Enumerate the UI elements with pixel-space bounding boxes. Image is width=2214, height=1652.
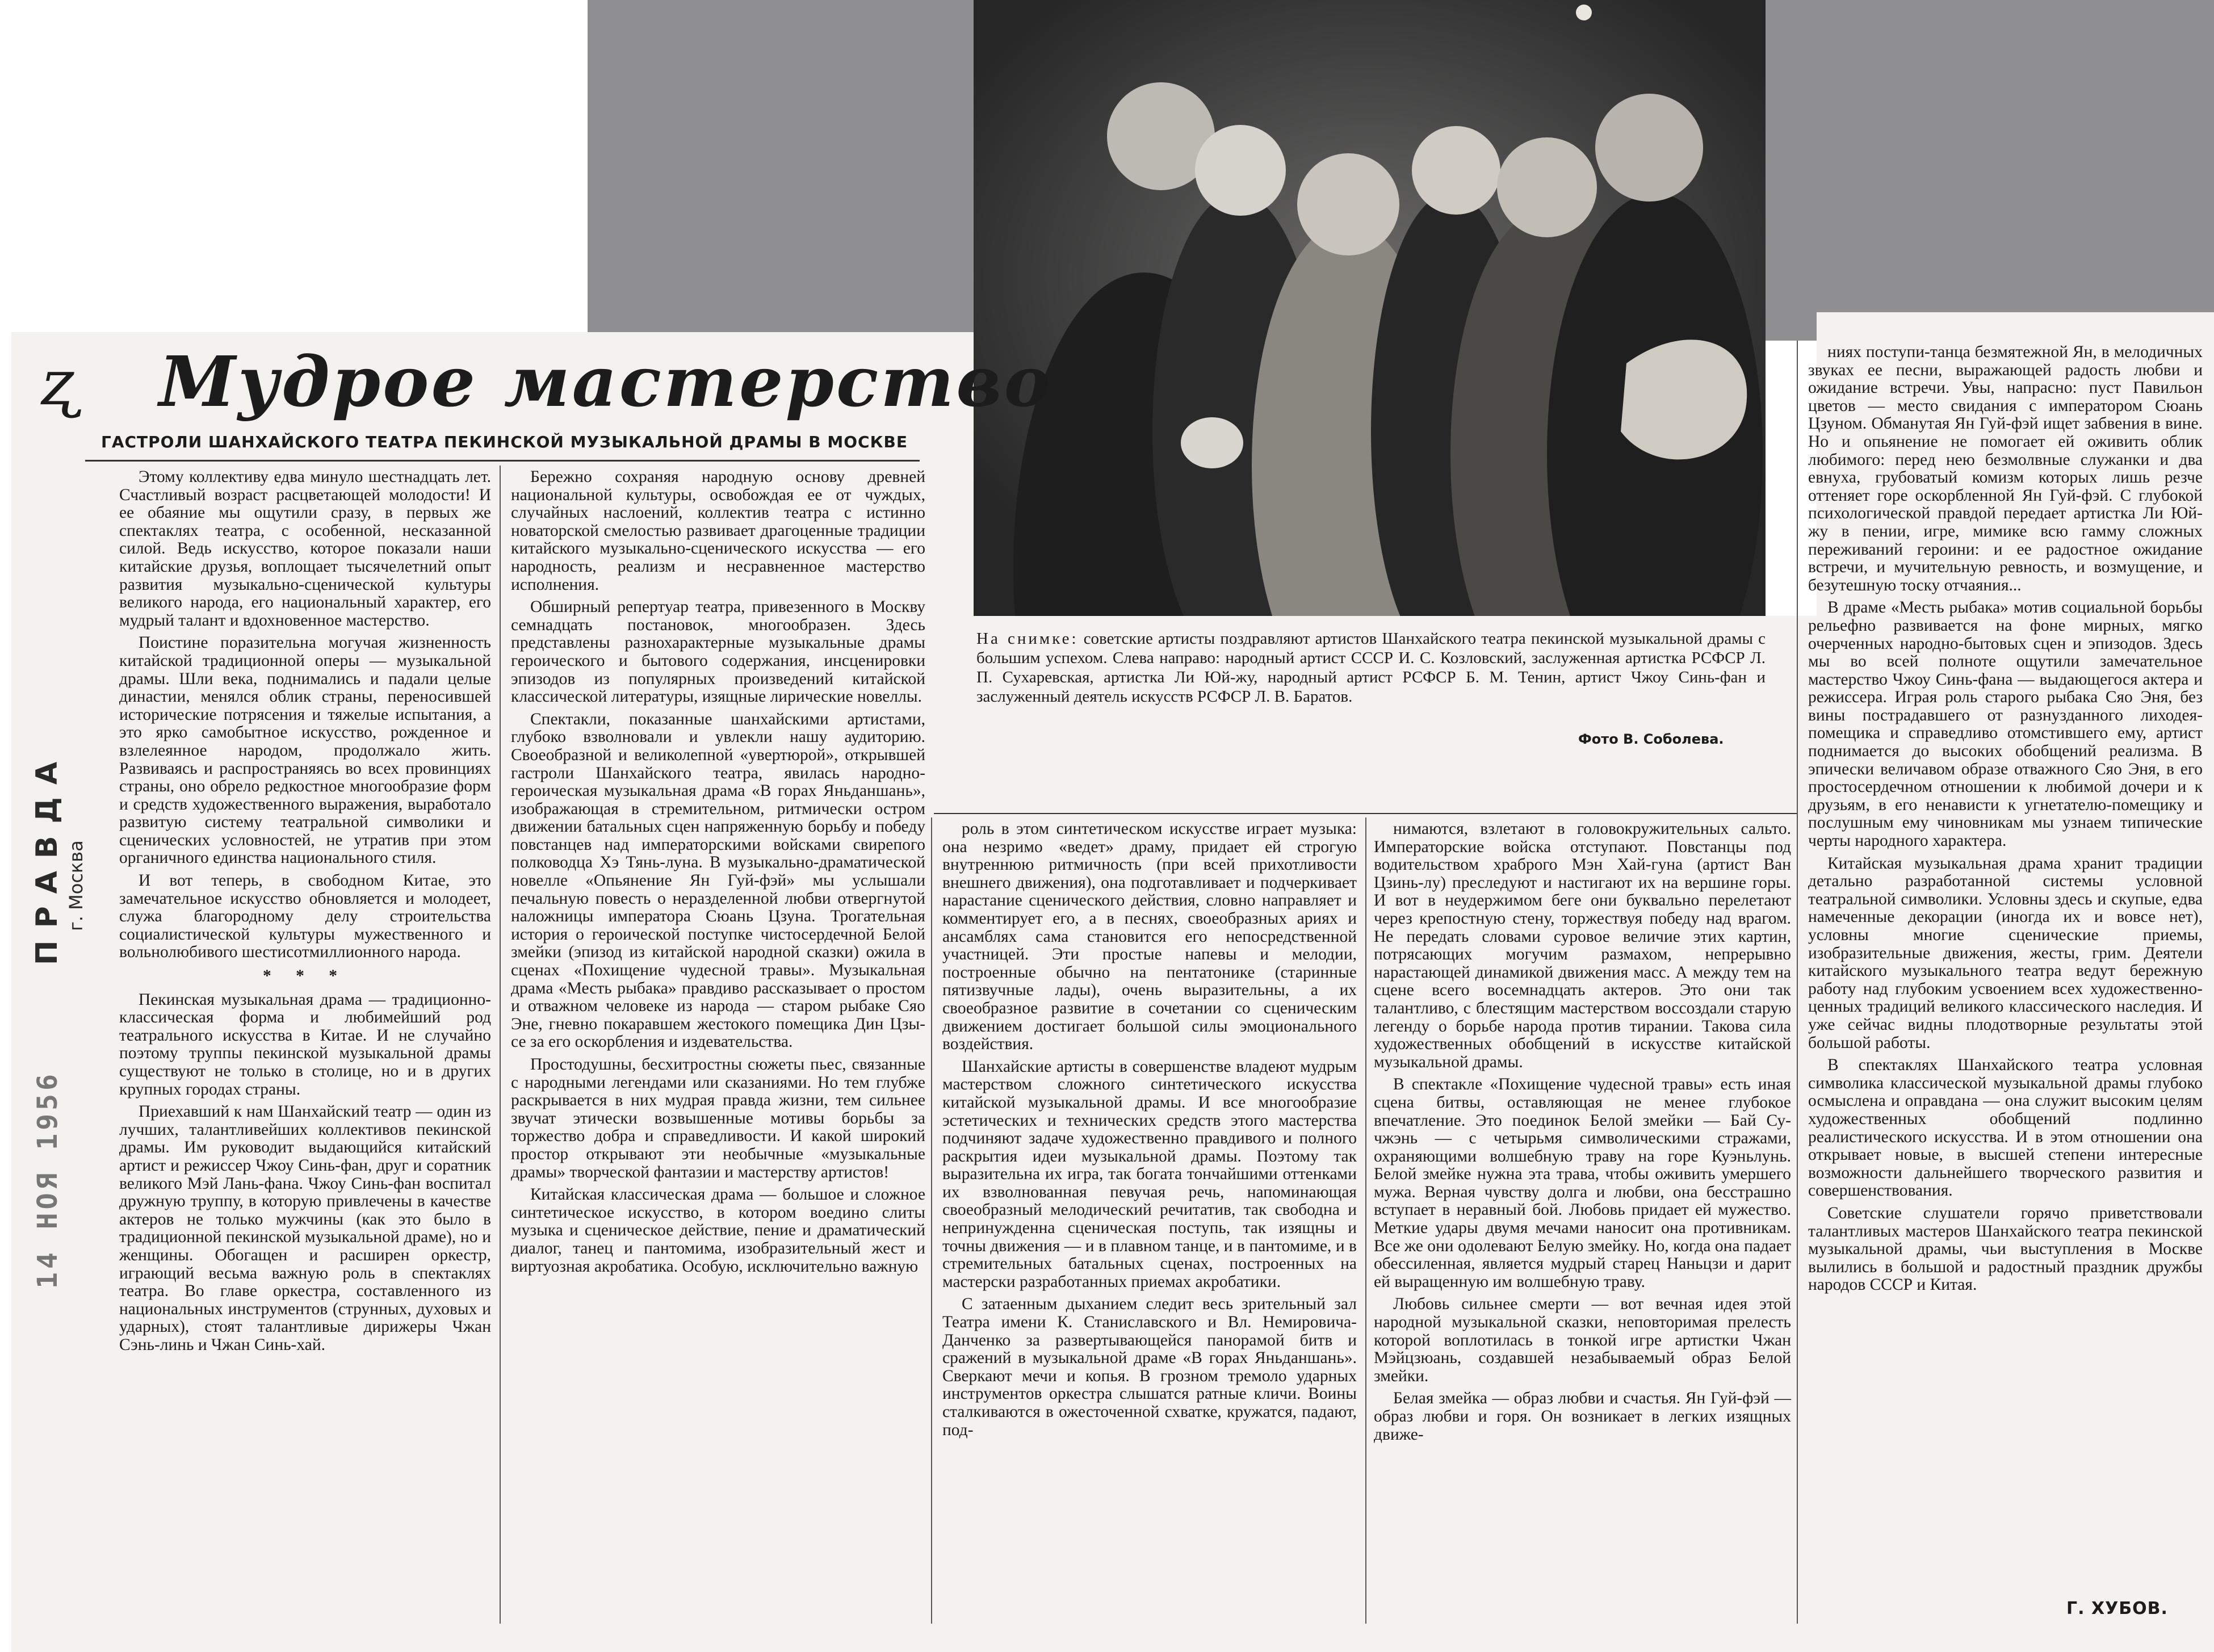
article-column-2: [511, 468, 925, 1276]
mount-background-right: [2032, 0, 2214, 318]
column-divider: [1365, 817, 1366, 1624]
caption-rule: [934, 813, 1797, 814]
article-paragraph: Обширный репертуар театра, привезенного в Москву семнадцать постановок, многообразен. Здесь представлены разнохарактерные музыкальные драмы героического и бытового содержания, инсценировки эпизодов из популярных произведений китайской классической литературы, изящные лирические новеллы.: [511, 598, 925, 706]
photo-credit: Фото В. Соболева.: [1578, 731, 1724, 747]
article-paragraph: роль в этом синтетическом искусстве играет музыка: она незримо «ведет» драму, придает ей строгую внутреннюю ритмичность (при всей прихотливости внешнего движения), она подготавливает и подчеркивает нарастание сценического действия, словно направляет и комментирует его, а в песнях, своеобразных ариях и ансамблях сама становится его непосредственной участницей. Эти простые напевы и мелодии, построенные обычно на пентатонике (старинные пятизвучные лады), очень выразительны, а их своеобразное развитие в сочетании со сценическим движением достигает большой силы эмоционального воздействия.: [942, 820, 1357, 1054]
photo-people-illustration: [974, 0, 1766, 616]
ornament-squiggle: ʐ: [40, 346, 77, 419]
article-paragraph: Пекинская музыкальная драма — традиционно-классическая форма и любимейший род театрального искусства в Китае. И не случайно поэтому труппы пекинской музыкальной драмы существуют не только в столице, но и в других крупных городах страны.: [119, 990, 491, 1098]
article-paragraph: Любовь сильнее смерти — вот вечная идея этой народной музыкальной сказки, неповторимая прелесть которой воплотилась в тонкой игре артистки Чжан Мэйцзюань, создавшей незабываемый образ Белой змейки.: [1374, 1295, 1791, 1385]
column-divider: [1797, 341, 1798, 1624]
article-paragraph: Этому коллективу едва минуло шестнадцать лет. Счастливый возраст расцветающей молодости! И ее обаяние мы ощутили сразу, в первых же спектаклях театра, с особенной, несказанной силой. Ведь искусство, которое показали наши китайские друзья, воплощает тысячелетний опыт развития музыкально-сценической культуры великого народа, его национальный характер, его мудрый талант и вдохновенное мастерство.: [119, 468, 491, 630]
article-paragraph: И вот теперь, в свободном Китае, это замечательное искусство обновляется и молодеет, служа благородному делу строительства социалистической культуры мужественного и вольнолюбивого шестисотмиллионного народа.: [119, 871, 491, 962]
article-column-4: [1374, 820, 1791, 1444]
article-paragraph: Китайская классическая драма — большое и сложное синтетическое искусство, в котором воедино слиты музыка и сценическое действие, пение и драматический диалог, танец и пантомима, изобразительный жест и виртуозная акробатика. Особую, исключительно важную: [511, 1185, 925, 1276]
article-column-3: [942, 820, 1357, 1439]
column-divider: [931, 817, 932, 1624]
article-paragraph: Шанхайские артисты в совершенстве владеют мудрым мастерством сложного синтетического искусства китайской музыкальной драмы. И все многообразие эстетических и технических средств этого мастерства подчиняют задаче художественно правдивого и полного раскрытия идеи музыкальной драмы. Поэтому так выразительна их игра, так богата тончайшими оттенками их взволнованная певучая речь, напоминающая своеобразный мелодический речитатив, так свободна и непринужденна сценическая поступь, так изящны и точны движения — и в плавном танце, и в пантомиме, и в стремительных батальных сценах, построенных на мастерски разработанных приемах акробатики.: [942, 1057, 1357, 1291]
date-stamp: 14 НОЯ 1956: [32, 1071, 64, 1289]
column-divider: [500, 466, 501, 1624]
article-paragraph: В спектакле «Похищение чудесной травы» есть иная сцена битвы, оставляющая не менее глубокое впечатление. Это поединок Белой змейки — Бай Су-чжэнь — с четырьмя символическими стражами, охраняющими волшебную траву на горе Куэньлунь. Белой змейке нужна эта трава, чтобы оживить умершего мужа. Верная чувству долга и любви, она бесстрашно вступает в неравный бой. Любовь придает ей мужество. Меткие удары двумя мечами наносит она противникам. Все же они одолевают Белую змейку. Но, когда она падает обессиленная, является мудрый старец Наньцзи и дарит ей выращенную им волшебную траву.: [1374, 1075, 1791, 1291]
article-paragraph: Китайская музыкальная драма хранит традиции детально разработанной системы условной театральной символики. Условны здесь и скупые, едва намеченные декорации (иногда их и вовсе нет), условны многие сценические приемы, изобразительные движения, жесты, грим. Деятели китайского музыкального театра ведут бережную работу над глубоким усвоением всех художественно-ценных традиций великого классического наследия. И уже сейчас видны плодотворные результаты этой большой работы.: [1808, 854, 2203, 1052]
article-subtitle: ГАСТРОЛИ ШАНХАЙСКОГО ТЕАТРА ПЕКИНСКОЙ МУЗЫКАЛЬНОЙ ДРАМЫ В МОСКВЕ: [101, 433, 908, 451]
article-paragraph: Поистине поразительна могучая жизненность китайской традиционной оперы — музыкальной драмы. Шли века, поднимались и падали целые династии, менялся облик страны, переносившей исторические потрясения и тяжелые испытания, а это ярко самобытное искусство, рожденное и взлелеянное народом, продолжало жить. Развиваясь и распространяясь во всех провинциях страны, оно обрело редкостное многообразие форм и средств художественного выражения, выработало развитую систему театральной символики и сценических условностей, не утратив при этом органичного единства национального стиля.: [119, 634, 491, 867]
masthead-city: г. Москва: [65, 840, 85, 931]
masthead-paper-name: ПРАВДА: [30, 749, 64, 965]
article-paragraph: Бережно сохраняя народную основу древней национальной культуры, освобождая ее от чуждых, случайных наслоений, коллектив театра с истинно новаторской смелостью развивает драгоценные традиции китайского музыкально-сценического искусства — его народность, реализм и несравненное мастерство исполнения.: [511, 468, 925, 594]
article-title: Мудрое мастерство: [159, 341, 1053, 422]
news-photo: [974, 0, 1766, 616]
photo-caption-text: советские артисты поздравляют артистов Шанхайского театра пекинской музыкальной драмы с большим успехом. Слева направо: народный артист СССР И. С. Козловский, заслуженная артистка РСФСР Л. П. Сухаревская, артистка Ли Юй-жу, народный артист РСФСР Б. М. Тенин, артист Чжоу Синь-фан и заслуженный деятель искусств РСФСР Л. В. Баратов.: [976, 630, 1766, 706]
article-column-1: [119, 468, 491, 1355]
article-author: Г. ХУБОВ.: [2066, 1599, 2168, 1619]
photo-caption: [976, 629, 1766, 706]
newspaper-masthead: [17, 613, 85, 1294]
article-paragraph: Спектакли, показанные шанхайскими артистами, глубоко взволновали и увлекли нашу аудиторию. Своеобразной и великолепной «увертюрой», открывшей гастроли Шанхайского театра, явилась народно-героическая музыкальная драма «В горах Яньданшань», изображающая в стремительном, ритмически остром движении батальных сцен напряженную борьбу и победу повстанцев над императорскими войсками свирепого полководца Хэ Тянь-луна. В музыкально-драматической новелле «Опьянение Ян Гуй-фэй» мы услышали печальную повесть о неразделенной любви отвергнутой наложницы императора Сюань Цзуна. Трогательная история о героической поступке чистосердечной Белой змейки (эпизод из китайской народной сказки) ожила в сценах «Похищение чудесной травы». Музыкальная драма «Месть рыбака» правдиво рассказывает о простом и отважном человеке из народа — старом рыбаке Сяо Эне, гневно покаравшем жестокого помещика Дин Цзы-се за его оскорбления и издевательства.: [511, 710, 925, 1051]
article-paragraph: ниях поступи-танца безмятежной Ян, в мелодичных звуках ее песни, выражающей радость любви и ожидание встречи. Увы, напрасно: пуст Павильон цветов — место свидания с императором Сюань Цзуном. Обманутая Ян Гуй-фэй ищет забвения в вине. Но и опьянение не помогает ей оживить облик любимого: перед нею безмолвные служанки и два евнуха, грубоватый комизм которых лишь резче оттеняет горе оскорбленной Ян Гуй-фэй. С глубокой психологической правдой передает артистка Ли Юй-жу в пении, игре, мимике всю гамму сложных переживаний героини: и ее радостное ожидание встречи, и мучительную ревность, и возмущение, и безутешную тоску отчаяния...: [1808, 343, 2203, 594]
article-paragraph: С затаенным дыханием следит весь зрительный зал Театра имени К. Станиславского и Вл. Немировича-Данченко за развертывающейся панорамой битв и сражений в музыкальной драме «В горах Яньданшань». Сверкают мечи и копья. В грозном тремоло ударных инструментов оркестра слышатся ратные кличи. Воины сталкиваются в ожесточенной схватке, кружатся, падают, под-: [942, 1295, 1357, 1439]
article-paragraph: Простодушны, бесхитростны сюжеты пьес, связанные с народными легендами или сказаниями. Но тем глубже раскрывается в них мудрая правда жизни, тем сильнее звучат этически возвышенные мотивы борьбы за торжество добра и справедливости. И какой широкий простор открывают эти необычные «музыкальные драмы» творческой фантазии и мастерству артистов!: [511, 1055, 925, 1181]
article-paragraph: Белая змейка — образ любви и счастья. Ян Гуй-фэй — образ любви и горя. Он возникает в легких изящных движе-: [1374, 1389, 1791, 1444]
article-paragraph: В драме «Месть рыбака» мотив социальной борьбы рельефно развивается на фоне мирных, мягко очерченных народно-бытовых сцен и эпизодов. Здесь мы во всей полноте ощутили замечательное мастерство Чжоу Синь-фана — выдающегося актера и режиссера. Играя роль старого рыбака Сяо Эня, без вины пострадавшего от разнузданного лиходея-помещика и справедливо отомстившего ему, артист поднимается до высоких обобщений реализма. В эпически величавом образе отважного Сяо Эня, в его простосердечном отношении к любимой дочери и к друзьям, в его ненависти к угнетателю-помещику и послушным ему чиновникам мы узнаем типические черты народного характера.: [1808, 598, 2203, 850]
masthead-vertical-text: [17, 613, 85, 1294]
section-break-stars: * * *: [263, 967, 347, 986]
article-paragraph: В спектаклях Шанхайского театра условная символика классической музыкальной драмы глубоко осмыслена и оправдана — она служит высоким целям художественных обобщений подлинно реалистического искусства. И в этом отношении она открывает новые, в высшей степени интересные возможности дальнейшего творческого развития и совершенствования.: [1808, 1056, 2203, 1200]
article-paragraph: нимаются, взлетают в головокружительных сальто. Императорские войска отступают. Повстанцы под водительством храброго Мэн Хай-гуна (артист Ван Цзинь-лу) преследуют и настигают их на вершине горы. И вот в неудержимом беге они буквально перелетают через крепостную стену, торжествуя победу над врагом. Не передать словами суровое величие этих картин, потрясающих могучим размахом, непрерывно нарастающей динамикой движения масс. А между тем на сцене всего восемнадцать актеров. Это они так талантливо, с блестящим мастерством воссоздали старую легенду о борьбе народа против тирании. Такова сила художественных обобщений в искусстве китайской музыкальной драмы.: [1374, 820, 1791, 1071]
article-paragraph: Советские слушатели горячо приветствовали талантливых мастеров Шанхайского театра пекинской музыкальной драмы, чьи выступления в Москве вылились в большой и радостный праздник дружбы народов СССР и Китая.: [1808, 1204, 2203, 1294]
photo-caption-lead: На снимке:: [976, 630, 1079, 648]
headline-rule: [85, 460, 920, 462]
article-column-5: [1808, 343, 2203, 1294]
article-paragraph: Приехавший к нам Шанхайский театр — один из лучших, талантливейших коллективов пекинской драмы. Им руководит выдающийся китайский артист и режиссер Чжоу Синь-фан, друг и соратник великого Мэй Лань-фана. Чжоу Синь-фан воспитал дружную труппу, в которую привлечены в качестве актеров не только мужчины (как это было в традиционной пекинской музыкальной драме), но и женщины. Обогащен и расширен оркестр, играющий весьма важную роль в спектаклях театра. Во главе оркестра, составленного из национальных инструментов (струнных, духовых и ударных), стоят талантливые дирижеры Чжан Сэнь-линь и Чжан Синь-хай.: [119, 1102, 491, 1354]
